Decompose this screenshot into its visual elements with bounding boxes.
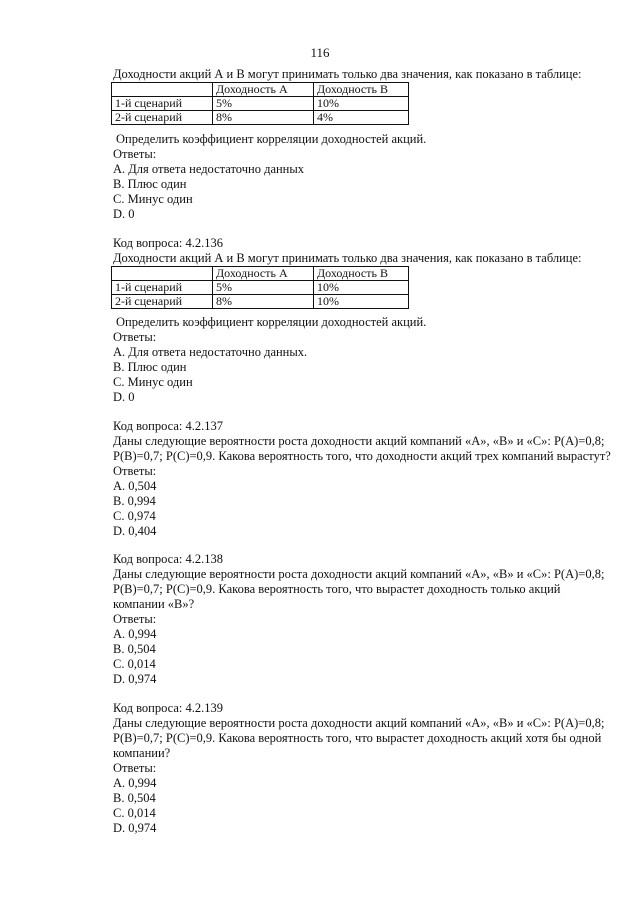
q4-text-line-2: Р(В)=0,7; Р(С)=0,9. Какова вероятность того, что вырастет доходность только акций xyxy=(113,582,561,596)
q1-intro: Доходности акций А и В могут принимать только два значения, как показано в таблице: xyxy=(113,67,582,81)
q4-code: Код вопроса: 4.2.138 xyxy=(113,552,224,566)
table-cell: 5% xyxy=(213,97,314,111)
q2-intro: Доходности акций А и В могут принимать только два значения, как показано в таблице: xyxy=(113,251,582,265)
table-cell: Доходность А xyxy=(213,83,314,97)
q3-answers-label: Ответы: xyxy=(113,464,157,478)
q1-answers-label: Ответы: xyxy=(113,147,157,161)
table-cell: Доходность А xyxy=(213,267,314,281)
q2-question: Определить коэффициент корреляции доходностей акций. xyxy=(116,315,427,329)
q5-option-b: В. 0,504 xyxy=(113,791,156,805)
table-cell: Доходность В xyxy=(314,267,409,281)
q1-question: Определить коэффициент корреляции доходностей акций. xyxy=(116,132,427,146)
table-cell: 2-й сценарий xyxy=(112,111,213,125)
q5-text-line-1: Даны следующие вероятности роста доходности акций компаний «А», «В» и «С»: Р(А)=0,8; xyxy=(113,716,605,730)
q2-option-c: С. Минус один xyxy=(113,375,193,389)
q1-option-a: А. Для ответа недостаточно данных xyxy=(113,162,305,176)
table-cell: Доходность В xyxy=(314,83,409,97)
table-cell: 8% xyxy=(213,111,314,125)
q5-option-c: С. 0,014 xyxy=(113,806,156,820)
q2-option-d: D. 0 xyxy=(113,390,135,404)
table-cell: 10% xyxy=(314,295,409,309)
q3-option-b: В. 0,994 xyxy=(113,494,156,508)
q4-answers-label: Ответы: xyxy=(113,612,157,626)
table-row xyxy=(112,97,409,111)
q4-option-c: С. 0,014 xyxy=(113,657,156,671)
table-row xyxy=(112,281,409,295)
table-cell: 8% xyxy=(213,295,314,309)
table-cell: 1-й сценарий xyxy=(112,281,213,295)
q3-option-d: D. 0,404 xyxy=(113,524,157,538)
q4-text-line-1: Даны следующие вероятности роста доходности акций компаний «А», «В» и «С»: Р(А)=0,8; xyxy=(113,567,605,581)
q4-option-d: D. 0,974 xyxy=(113,672,157,686)
q1-table xyxy=(111,82,409,125)
table-cell: 4% xyxy=(314,111,409,125)
q2-table xyxy=(111,266,409,309)
q5-option-d: D. 0,974 xyxy=(113,821,157,835)
q4-text-line-3: компании «В»? xyxy=(113,597,195,611)
q2-option-a: А. Для ответа недостаточно данных. xyxy=(113,345,308,359)
table-cell: 5% xyxy=(213,281,314,295)
q5-option-a: А. 0,994 xyxy=(113,776,157,790)
table-header-row xyxy=(112,267,409,281)
table-row xyxy=(112,295,409,309)
q2-code: Код вопроса: 4.2.136 xyxy=(113,236,224,250)
q3-text-line-2: Р(В)=0,7; Р(С)=0,9. Какова вероятность того, что доходности акций трех компаний вырастут? xyxy=(113,449,611,463)
q5-text-line-2: Р(В)=0,7; Р(С)=0,9. Какова вероятность того, что вырастет доходность акций хотя бы одной xyxy=(113,731,602,745)
table-cell: 10% xyxy=(314,281,409,295)
q2-option-b: В. Плюс один xyxy=(113,360,187,374)
table-cell xyxy=(112,83,213,97)
table-cell xyxy=(112,267,213,281)
q1-option-d: D. 0 xyxy=(113,207,135,221)
table-cell: 10% xyxy=(314,97,409,111)
q4-option-a: А. 0,994 xyxy=(113,627,157,641)
q1-option-c: С. Минус один xyxy=(113,192,193,206)
q2-answers-label: Ответы: xyxy=(113,330,157,344)
q5-answers-label: Ответы: xyxy=(113,761,157,775)
table-header-row xyxy=(112,83,409,97)
q5-code: Код вопроса: 4.2.139 xyxy=(113,701,224,715)
q3-option-a: А. 0,504 xyxy=(113,479,157,493)
table-row xyxy=(112,111,409,125)
q5-text-line-3: компании? xyxy=(113,746,171,760)
table-cell: 2-й сценарий xyxy=(112,295,213,309)
q3-code: Код вопроса: 4.2.137 xyxy=(113,419,224,433)
q1-option-b: В. Плюс один xyxy=(113,177,187,191)
q3-text-line-1: Даны следующие вероятности роста доходности акций компаний «А», «В» и «С»: Р(А)=0,8; xyxy=(113,434,605,448)
page-number: 116 xyxy=(310,45,330,60)
q3-option-c: С. 0,974 xyxy=(113,509,156,523)
table-cell: 1-й сценарий xyxy=(112,97,213,111)
q4-option-b: В. 0,504 xyxy=(113,642,156,656)
